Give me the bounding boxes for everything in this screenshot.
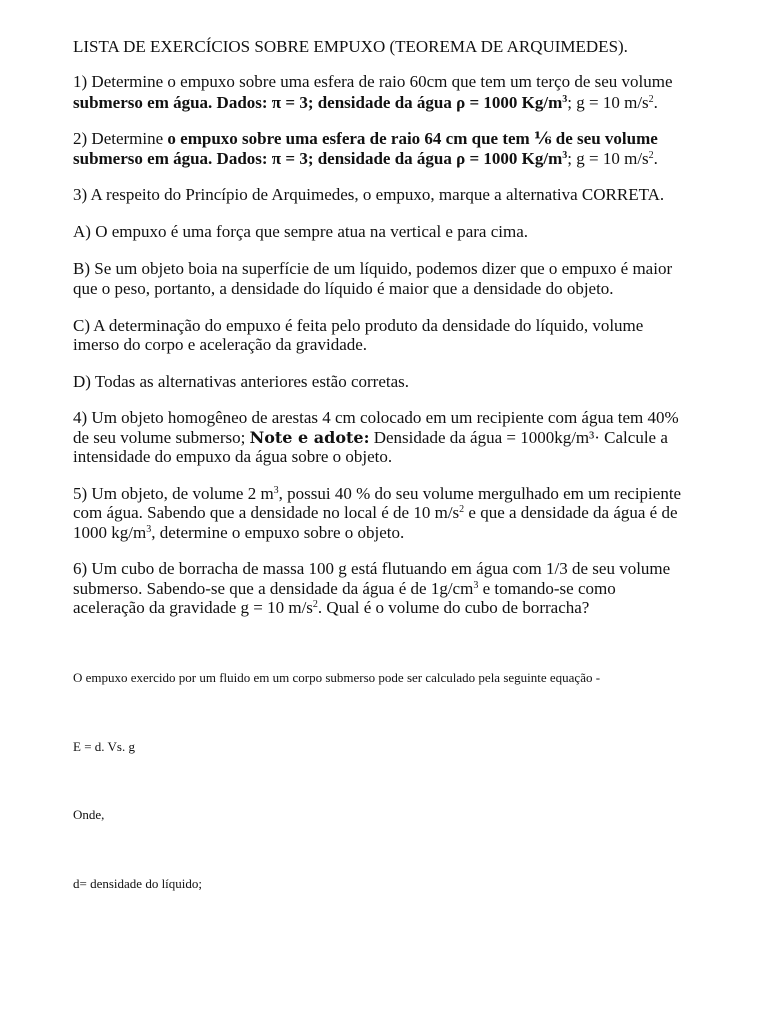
question-5-line-1-pre: 5) Um objeto, de volume 2 m — [73, 484, 274, 503]
question-1-period: . — [653, 93, 658, 112]
question-6-line-1: 6) Um cubo de borracha de massa 100 g está flutuando em água com 1/3 de seu volume — [73, 559, 671, 578]
question-6-line-2 — [73, 579, 616, 599]
question-6-line-2-post: e tomando-se como — [478, 579, 616, 598]
question-3-option-c-line-2: imerso do corpo e aceleração da gravidade. — [73, 335, 368, 354]
question-1-line-1: 1) Determine o empuxo sobre uma esfera de raio 60cm que tem um terço de seu volume — [73, 72, 673, 91]
question-5-line-2 — [73, 503, 678, 523]
question-6-sup-2: 2 — [312, 599, 318, 610]
question-3-option-d: D) Todas as alternativas anteriores estão corretas. — [73, 372, 409, 391]
empuxo-formula: E = d. Vs. g — [73, 739, 135, 754]
question-4-line-1: 4) Um objeto homogêneo de arestas 4 cm colocado em um recipiente com água tem 40% — [73, 408, 679, 427]
question-1-sup-cube: 3 — [562, 94, 568, 105]
question-5-sup-3: 3 — [146, 524, 152, 535]
definition-d: d= densidade do líquido; — [73, 876, 203, 891]
question-2-line-2 — [73, 149, 658, 169]
question-5-line-2-pre: com água. Sabendo que a densidade no local é de 10 m/s — [73, 503, 460, 522]
question-2-gravity: ; g = 10 m/s — [567, 149, 649, 168]
question-3-option-b-line-1: B) Se um objeto boia na superfície de um líquido, podemos dizer que o empuxo é maior — [73, 259, 673, 278]
onde-label: Onde, — [73, 807, 105, 822]
question-5-line-3-post: , determine o empuxo sobre o objeto. — [151, 523, 405, 542]
question-1-sup-square: 2 — [648, 94, 654, 105]
question-4-line-2 — [73, 428, 668, 448]
question-4-line-3: intensidade do empuxo da água sobre o objeto. — [73, 447, 393, 466]
question-1-line-2 — [73, 93, 658, 113]
question-5-line-1-post: , possui 40 % do seu volume mergulhado em um recipiente — [278, 484, 682, 503]
question-5-line-2-post: e que a densidade da água é de — [464, 503, 678, 522]
question-2-lead-bold: o empuxo sobre uma esfera de raio 64 cm que tem ⅙ de seu volume — [167, 129, 658, 148]
question-6-line-3-pre: aceleração da gravidade g = 10 m/s — [73, 598, 313, 617]
question-5-line-1 — [73, 484, 681, 504]
question-6-sup-1: 3 — [473, 580, 479, 591]
page-title: LISTA DE EXERCÍCIOS SOBRE EMPUXO (TEOREMA DE ARQUIMEDES). — [73, 37, 628, 56]
note-e-adote-label: Note e adote: — [249, 428, 370, 447]
question-1-gravity: ; g = 10 m/s — [567, 93, 649, 112]
question-2-line-1 — [73, 129, 658, 149]
question-4-line-2-pre: de seu volume submerso; — [73, 428, 250, 447]
question-6-line-3-post: . Qual é o volume do cubo de borracha? — [317, 598, 590, 617]
question-2-sup-square: 2 — [648, 150, 654, 161]
question-6-line-3 — [73, 598, 589, 618]
empuxo-intro: O empuxo exercido por um fluido em um corpo submerso pode ser calculado pela seguinte equação - — [73, 670, 601, 685]
question-5-sup-1: 3 — [273, 485, 279, 496]
question-5-sup-2: 2 — [459, 504, 465, 515]
question-5-line-3-pre: 1000 kg/m — [73, 523, 147, 542]
question-3-option-c-line-1: C) A determinação do empuxo é feita pelo produto da densidade do líquido, volume — [73, 316, 644, 335]
question-3-text: 3) A respeito do Princípio de Arquimedes, o empuxo, marque a alternativa CORRETA. — [73, 185, 665, 204]
question-2-lead: 2) Determine — [73, 129, 168, 148]
question-3-option-b-line-2: que o peso, portanto, a densidade do líquido é maior que a densidade do objeto. — [73, 279, 614, 298]
question-2-period: . — [653, 149, 658, 168]
question-3-option-a: A) O empuxo é uma força que sempre atua na vertical e para cima. — [73, 222, 529, 241]
question-1-data-bold: submerso em água. Dados: π = 3; densidade da água ρ = 1000 Kg/m — [73, 93, 563, 112]
question-4-line-2-post: Densidade da água = 1000kg/m³· Calcule a — [369, 428, 668, 447]
question-2-data-bold: submerso em água. Dados: π = 3; densidade da água ρ = 1000 Kg/m — [73, 149, 563, 168]
question-5-line-3 — [73, 523, 404, 543]
question-2-sup-cube: 3 — [562, 150, 568, 161]
question-6-line-2-pre: submerso. Sabendo-se que a densidade da água é de 1g/cm — [73, 579, 474, 598]
